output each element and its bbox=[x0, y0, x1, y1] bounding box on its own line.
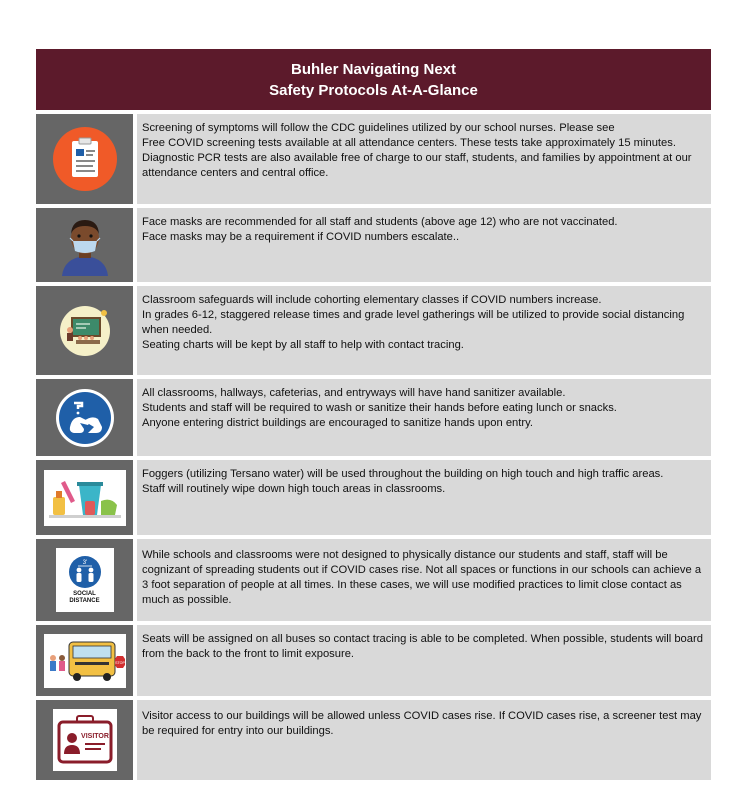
icon-frame bbox=[56, 548, 114, 612]
page-subtitle: Safety Protocols At-A-Glance bbox=[269, 81, 478, 99]
icon-cell bbox=[36, 625, 133, 696]
protocols-sheet bbox=[36, 49, 711, 780]
protocol-line: All classrooms, hallways, cafeterias, and entryways will have hand sanitizer available. bbox=[142, 387, 566, 399]
icon-cell bbox=[36, 700, 133, 780]
protocol-row-screening bbox=[36, 114, 711, 204]
protocol-row-masks bbox=[36, 208, 711, 282]
icon-cell bbox=[36, 460, 133, 535]
protocol-line: Face masks are recommended for all staff and students (above age 12) who are not vaccinated. bbox=[142, 216, 618, 228]
protocol-line: Diagnostic PCR tests are also available free of charge to our staff, students, and families by appointment at our attendance centers and central office. bbox=[142, 152, 692, 179]
protocol-line: Students and staff will be required to wash or sanitize their hands before eating lunch or snacks. bbox=[142, 402, 617, 414]
icon-frame bbox=[44, 634, 126, 688]
stop-sign-label: STOP bbox=[114, 660, 125, 665]
protocol-text bbox=[137, 379, 711, 456]
protocol-line: Classroom safeguards will include cohorting elementary classes if COVID numbers increase. bbox=[142, 294, 602, 306]
protocol-row-classroom bbox=[36, 286, 711, 375]
protocol-line: Staff will routinely wipe down high touch areas in classrooms. bbox=[142, 483, 446, 495]
protocol-row-distancing bbox=[36, 539, 711, 621]
protocol-line: In grades 6-12, staggered release times and grade level gatherings will be utilized to provide social distancing when needed. bbox=[142, 309, 685, 336]
icon-cell bbox=[36, 379, 133, 456]
icon-frame bbox=[44, 470, 126, 526]
clipboard-icon bbox=[52, 126, 118, 192]
face-mask-person-icon bbox=[56, 214, 114, 276]
hand-washing-icon bbox=[54, 387, 116, 449]
protocol-line: Visitor access to our buildings will be allowed unless COVID cases rise. If COVID cases rise, a screener test may be required for entry into our buildings. bbox=[142, 710, 702, 737]
protocol-line: Screening of symptoms will follow the CDC guidelines utilized by our school nurses. Please see bbox=[142, 122, 615, 134]
school-bus-icon bbox=[45, 636, 125, 686]
protocol-line: While schools and classrooms were not designed to physically distance our students and staff, staff will be cognizant of spreading students out if COVID cases rise. Not all spaces or functions in our schools can achieve a 3 foot separation of people at all times. In these cases, we will use modified practices to limit close contact as much as possible. bbox=[142, 549, 702, 606]
protocol-row-transportation bbox=[36, 625, 711, 696]
icon-cell bbox=[36, 539, 133, 621]
protocol-row-cleaning bbox=[36, 460, 711, 535]
protocol-line: Face masks may be a requirement if COVID numbers escalate.. bbox=[142, 231, 460, 243]
icon-cell bbox=[36, 286, 133, 375]
protocol-row-hygiene bbox=[36, 379, 711, 456]
social-distance-label: SOCIAL DISTANCE bbox=[69, 591, 100, 604]
icon-cell bbox=[36, 114, 133, 204]
protocol-text bbox=[137, 700, 711, 780]
header-banner bbox=[36, 49, 711, 110]
cleaning-supplies-icon bbox=[45, 471, 125, 525]
protocol-line: Free COVID screening tests available at all attendance centers. These tests take approximately 15 minutes. bbox=[142, 137, 676, 149]
icon-frame bbox=[53, 709, 117, 771]
protocol-line: Seats will be assigned on all buses so contact tracing is able to be completed. When possible, students will board from the back to the front to limit exposure. bbox=[142, 633, 703, 660]
protocol-text bbox=[137, 539, 711, 621]
protocol-text bbox=[137, 286, 711, 375]
protocol-line: Seating charts will be kept by all staff to help with contact tracing. bbox=[142, 339, 464, 351]
protocol-row-visitors bbox=[36, 700, 711, 780]
icon-cell bbox=[36, 208, 133, 282]
protocol-text bbox=[137, 208, 711, 282]
page-title: Buhler Navigating Next bbox=[290, 60, 457, 78]
social-distance-icon bbox=[68, 555, 102, 589]
protocol-text bbox=[137, 625, 711, 696]
visitor-badge-icon bbox=[55, 714, 115, 766]
visitor-badge-label: VISITOR bbox=[80, 733, 109, 740]
classroom-icon bbox=[56, 302, 114, 360]
distance-value: 3' bbox=[82, 560, 87, 566]
protocol-line: Anyone entering district buildings are encouraged to sanitize hands upon entry. bbox=[142, 417, 533, 429]
protocol-text bbox=[137, 114, 711, 204]
protocol-text bbox=[137, 460, 711, 535]
protocol-line: Foggers (utilizing Tersano water) will be used throughout the building on high touch and high traffic areas. bbox=[142, 468, 664, 480]
